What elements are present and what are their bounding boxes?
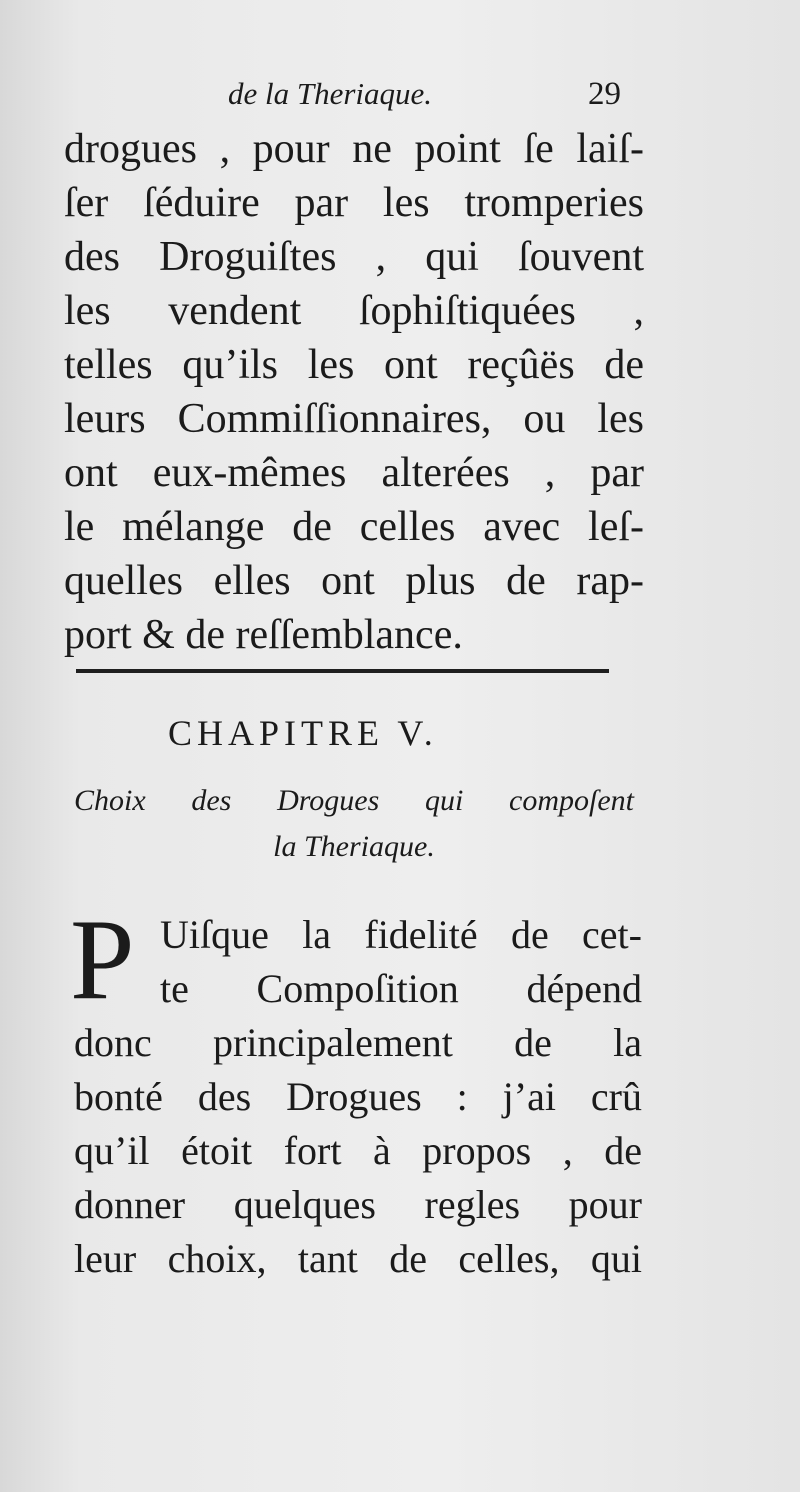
chapter-heading: CHAPITRE V. [168, 713, 438, 753]
chapter-subtitle [74, 778, 634, 870]
running-head [0, 72, 800, 122]
text-line: te Compoſition dépend [160, 966, 642, 1011]
drop-cap: P [70, 896, 135, 1024]
text-line: le mélange de celles avec leſ- [64, 504, 644, 550]
running-title: de la Theriaque. [228, 76, 433, 111]
text-line: leur choix, tant de celles, qui [74, 1236, 642, 1281]
text-line: ſer ſéduire par les tromperies [64, 180, 644, 226]
chapter-subtitle-line: la Theriaque. [273, 830, 435, 863]
text-line: les vendent ſophiſtiquées , [64, 288, 644, 334]
section-divider-rule [76, 669, 609, 673]
paragraph-opening [160, 908, 642, 1016]
paragraph-body [74, 1016, 642, 1286]
text-line: Uiſque la fidelité de cet- [160, 912, 642, 957]
text-line: qu’il étoit fort à propos , de [74, 1128, 642, 1173]
text-line: des Droguiſtes , qui ſouvent [64, 234, 644, 280]
text-line: port & de reſſemblance. [64, 612, 463, 658]
body-text [64, 122, 644, 662]
text-line: quelles elles ont plus de rap- [64, 558, 644, 604]
text-line: donner quelques regles pour [74, 1182, 642, 1227]
page-number: 29 [588, 76, 621, 112]
text-line: donc principalement de la [74, 1020, 642, 1065]
text-line: leurs Commiſſionnaires, ou les [64, 396, 644, 442]
text-line: bonté des Drogues : j’ai crû [74, 1074, 642, 1119]
text-line: ont eux-mêmes alterées , par [64, 450, 644, 496]
text-line: drogues , pour ne point ſe laiſ- [64, 126, 644, 172]
text-line: telles qu’ils les ont reçûës de [64, 342, 644, 388]
chapter-subtitle-line: Choix des Drogues qui compoſent [74, 784, 634, 817]
